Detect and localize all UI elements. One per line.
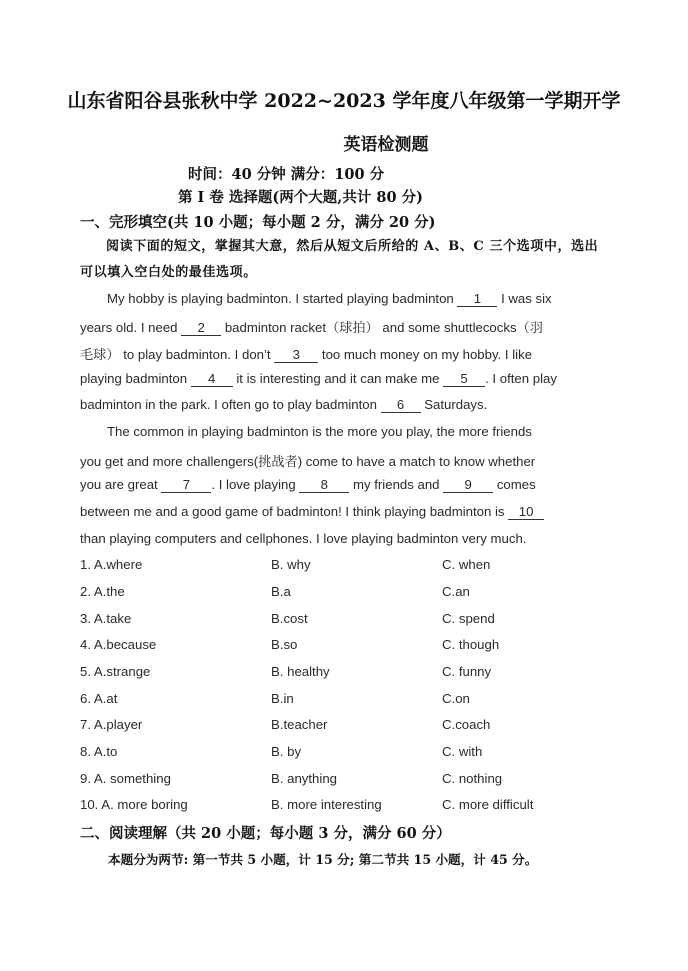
passage-line: My hobby is playing badminton. I started playing badminton 1 I was six [107, 291, 552, 306]
blank-6: 6 [381, 397, 421, 413]
option-row [80, 611, 640, 631]
option-b: B. healthy [271, 664, 330, 679]
option-a: 9. A. something [80, 771, 171, 786]
option-c: C. though [442, 637, 500, 652]
passage-line: The common in playing badminton is the more you play, the more friends [107, 424, 532, 439]
passage-line: playing badminton 4 it is interesting and it can make me 5 . I often play [80, 371, 557, 386]
blank-1: 1 [457, 291, 497, 307]
option-a: 5. A.strange [80, 664, 151, 679]
exam-title-line1: 山东省阳谷县张秋中学 2022~2023 学年度八年级第一学期开学 [67, 90, 621, 112]
option-a: 2. A.the [80, 584, 125, 599]
option-row [80, 717, 640, 737]
option-b: B.a [271, 584, 291, 599]
option-c: C. nothing [442, 771, 503, 786]
option-row [80, 637, 640, 657]
option-a: 10. A. more boring [80, 797, 188, 812]
option-b: B.in [271, 691, 294, 706]
blank-9: 9 [443, 477, 493, 493]
passage-line: between me and a good game of badminton! I think playing badminton is 10 [80, 504, 544, 524]
section2-instructions: 本题分为两节: 第一节共 5 小题，计 15 分; 第二节共 15 小题，计 45 分。 [108, 852, 538, 867]
option-row [80, 771, 640, 791]
option-c: C.an [442, 584, 470, 599]
passage-line: badminton in the park. I often go to play badminton 6 Saturdays. [80, 397, 488, 412]
option-b: B. anything [271, 771, 337, 786]
blank-10: 10 [508, 504, 544, 520]
section1-heading: 一、完形填空(共 10 小题；每小题 2 分，满分 20 分) [80, 214, 436, 231]
blank-8: 8 [299, 477, 349, 493]
option-c: C.on [442, 691, 470, 706]
blank-7: 7 [161, 477, 211, 493]
option-a: 6. A.at [80, 691, 118, 706]
option-c: C. more difficult [442, 797, 534, 812]
option-c: C. with [442, 744, 483, 759]
option-b: B. why [271, 557, 311, 572]
passage-line: 毛球） to play badminton. I don’t 3 too much money on my hobby. I like [80, 347, 533, 362]
passage-line: you are great 7 . I love playing 8 my friends and 9 comes [80, 477, 536, 492]
option-b: B.cost [271, 611, 308, 626]
option-a: 3. A.take [80, 611, 132, 626]
section2-heading: 二、阅读理解（共 20 小题；每小题 3 分，满分 60 分） [80, 825, 451, 842]
option-b: B.so [271, 637, 298, 652]
option-b: B.teacher [271, 717, 328, 732]
blank-5: 5 [443, 371, 485, 387]
option-c: C. funny [442, 664, 492, 679]
option-a: 1. A.where [80, 557, 143, 572]
option-a: 8. A.to [80, 744, 118, 759]
option-row [80, 691, 640, 711]
exam-title-line2: 英语检测题 [343, 135, 429, 155]
option-row [80, 797, 640, 817]
section1-instructions: 阅读下面的短文，掌握其大意，然后从短文后所给的 A、B、C 三个选项中，选出可以填入空白处的最佳选项。 [80, 239, 599, 280]
time-score-info: 时间：40 分钟 满分：100 分 [188, 166, 385, 183]
option-b: B. by [271, 744, 302, 759]
option-a: 4. A.because [80, 637, 157, 652]
blank-3: 3 [274, 347, 318, 363]
option-a: 7. A.player [80, 717, 143, 732]
passage-line: years old. I need 2 badminton racket（球拍） and some shuttlecocks（羽 [80, 320, 543, 335]
option-row [80, 584, 640, 604]
blank-4: 4 [191, 371, 233, 387]
option-row [80, 744, 640, 764]
option-c: C. spend [442, 611, 495, 626]
option-c: C.coach [442, 717, 491, 732]
volume-info: 第 I 卷 选择题(两个大题,共计 80 分) [178, 189, 423, 206]
passage-line: you get and more challengers(挑战者) come to have a match to know whether [80, 454, 536, 469]
option-row [80, 557, 640, 577]
passage-line: than playing computers and cellphones. I love playing badminton very much. [80, 531, 527, 546]
option-c: C. when [442, 557, 491, 572]
option-b: B. more interesting [271, 797, 382, 812]
blank-2: 2 [181, 320, 221, 336]
option-row [80, 664, 640, 684]
